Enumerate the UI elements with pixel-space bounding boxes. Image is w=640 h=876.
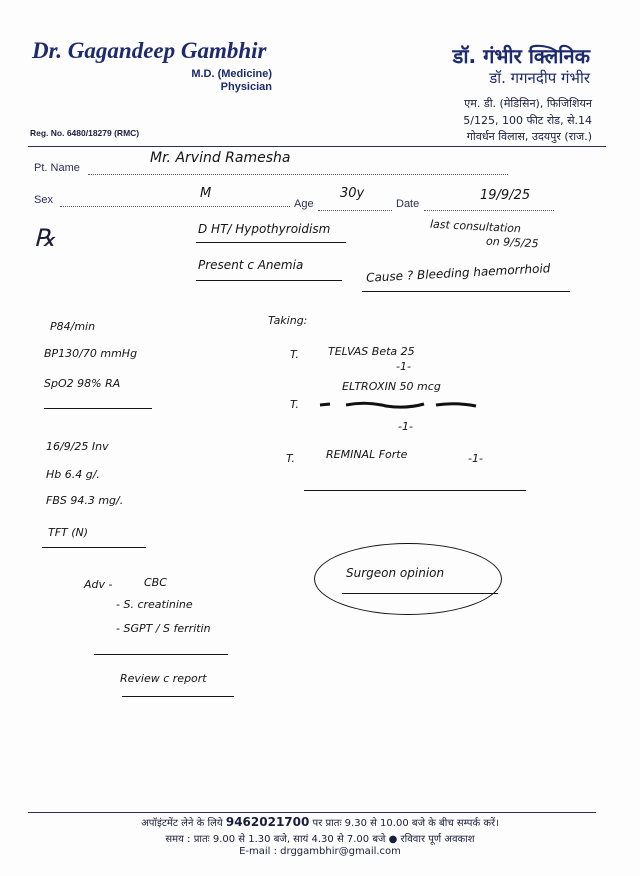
rx-symbol: ℞ [34, 224, 56, 252]
footer-timings: समय : प्रातः 9.00 से 1.30 बजे, सायं 4.30 से 7.00 बजे ● रविवार पूर्ण अवकाश [165, 834, 475, 845]
cause-underline [362, 291, 570, 292]
date-label: Date [396, 198, 420, 210]
doctor-qualification: M.D. (Medicine) [191, 68, 272, 80]
med2-prefix: T. [290, 398, 299, 411]
footer-appointment-suffix: पर प्रातः 9.30 से 10.00 बजे के बीच सम्पर्क करें। [312, 818, 499, 829]
diagnosis-underline2 [196, 280, 342, 281]
footer-appointment-prefix: अपॉइंटमेंट लेने के लिये [141, 818, 223, 829]
med2-freq: -1- [398, 420, 413, 433]
age-value: 30y [340, 186, 365, 201]
taking-label: Taking: [268, 314, 308, 327]
review-underline [122, 696, 234, 697]
labs-date: 16/9/25 Inv [46, 440, 109, 453]
vital-bp: BP130/70 mmHg [44, 347, 138, 360]
surgeon-underline [342, 593, 498, 594]
advice-creatinine: - S. creatinine [116, 598, 193, 611]
diagnosis-line2: Present c Anemia [198, 258, 304, 272]
address-line1-hindi: 5/125, 100 फीट रोड, से.14 [463, 114, 592, 127]
doctor-name-hindi: डॉ. गगनदीप गंभीर [489, 69, 590, 87]
lab-fbs: FBS 94.3 mg/. [46, 494, 124, 507]
advice-sgpt: - SGPT / S ferritin [116, 622, 211, 635]
address-line2-hindi: गोवर्धन विलास, उदयपुर (राज.) [466, 130, 592, 143]
clinic-name-hindi: डॉ. गंभीर क्लिनिक [452, 44, 590, 68]
footer-appointment [0, 815, 640, 829]
review-note: Review c report [120, 672, 207, 685]
pt-name-value: Mr. Arvind Ramesha [150, 150, 291, 166]
med3-prefix: T. [286, 452, 295, 465]
med1-name: TELVAS Beta 25 [328, 345, 415, 358]
diagnosis-underline1 [196, 242, 346, 243]
vital-pulse: P84/min [50, 320, 96, 333]
header-divider [28, 146, 606, 147]
advice-underline [94, 654, 228, 655]
lab-hb: Hb 6.4 g/. [46, 468, 100, 481]
age-line [318, 210, 392, 211]
date-value: 19/9/25 [480, 188, 531, 203]
doctor-designation: Physician [220, 81, 272, 93]
pt-name-line [88, 174, 508, 175]
med1-freq: -1- [396, 360, 411, 373]
sex-line [60, 206, 290, 207]
qualification-hindi: एम. डी. (मेडिसिन), फिजिशियन [464, 97, 592, 110]
registration-number: Reg. No. 6480/18279 (RMC) [30, 128, 140, 138]
med2-scribble [316, 397, 486, 407]
labs-underline [42, 547, 146, 548]
last-consult-line2: on 9/5/25 [485, 234, 539, 251]
last-consult-line1: last consultation [429, 217, 522, 236]
cause-note: Cause ? Bleeding haemorrhoid [365, 261, 551, 285]
vital-spo2: SpO2 98% RA [44, 377, 121, 390]
footer-phone: 9462021700 [225, 815, 310, 829]
diagnosis-line1: D HT/ Hypothyroidism [198, 222, 331, 236]
med3-name: REMINAL Forte [326, 448, 408, 461]
lab-tft: TFT (N) [48, 526, 89, 539]
doctor-name: Dr. Gagandeep Gambhir [32, 38, 267, 63]
meds-underline [304, 490, 526, 491]
advice-label: Adv - [84, 578, 113, 591]
vitals-underline [44, 408, 152, 409]
sex-label: Sex [34, 194, 53, 206]
pt-name-label: Pt. Name [34, 162, 80, 174]
date-line [424, 210, 554, 211]
age-label: Age [294, 198, 314, 210]
sex-value: M [200, 186, 212, 201]
med3-freq: -1- [468, 452, 483, 465]
surgeon-note: Surgeon opinion [346, 566, 445, 580]
doctor-qualification-block [191, 68, 272, 94]
med1-prefix: T. [290, 348, 299, 361]
footer-divider [28, 812, 596, 813]
med2-name: ELTROXIN 50 mcg [342, 380, 441, 393]
footer-email: E-mail : drggambhir@gmail.com [239, 846, 401, 857]
advice-cbc: CBC [144, 576, 167, 589]
